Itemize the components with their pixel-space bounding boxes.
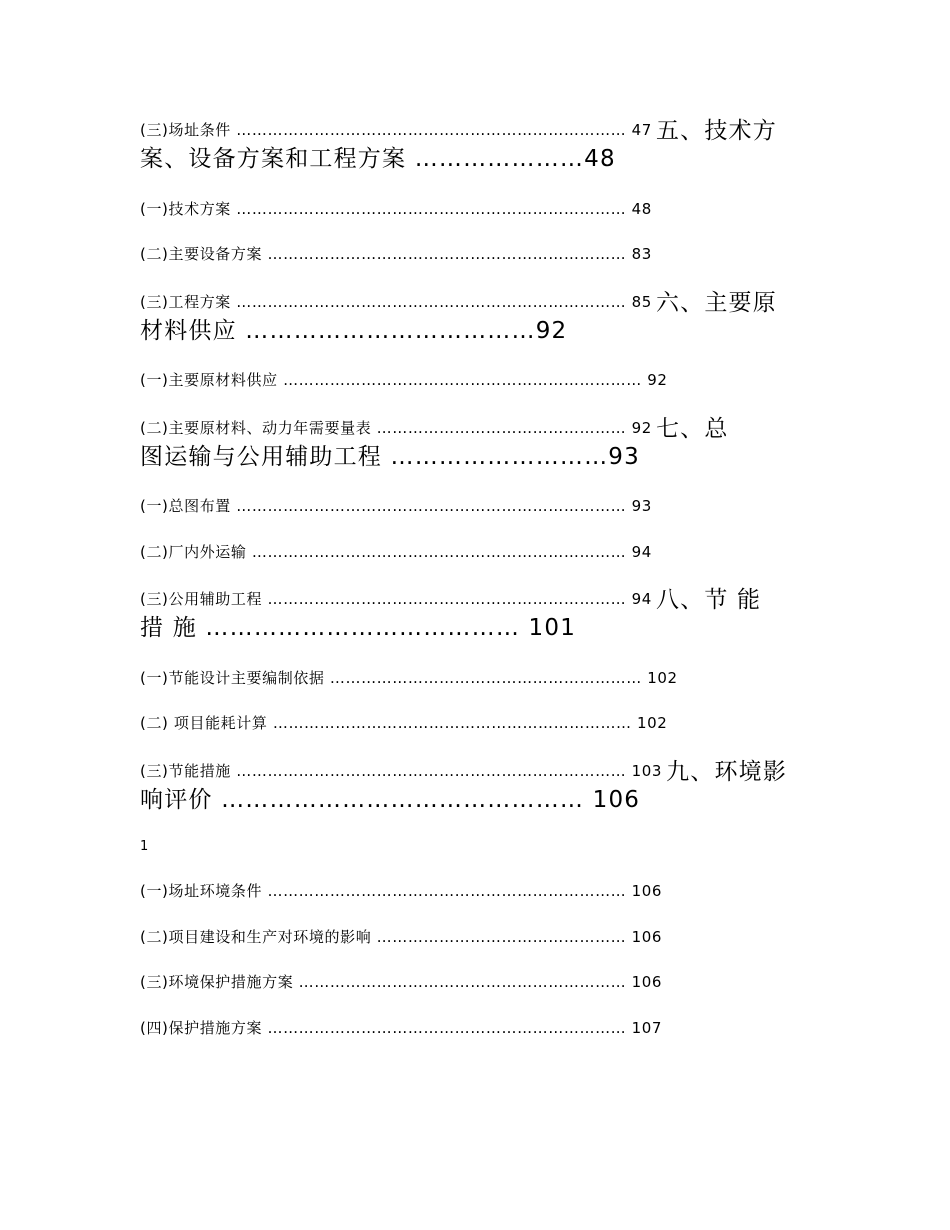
- toc-entry-materials-table[interactable]: [140, 416, 729, 442]
- toc-entry-environment-impact[interactable]: [140, 927, 662, 947]
- toc-entry-equipment-plan[interactable]: [140, 244, 652, 264]
- toc-entry-text: (三)场址条件 ………………………………………………………………… 47: [140, 121, 652, 139]
- toc-chapter-heading: 八、节 能: [655, 587, 762, 613]
- toc-chapter-8-continuation[interactable]: [140, 613, 576, 643]
- toc-entry-text: (二)主要设备方案 …………………………………………………………… 83: [140, 245, 652, 263]
- toc-chapter-text: 措 施 ………………………………… 101: [140, 615, 577, 641]
- toc-chapter-text: 响评价 ……………………………………… 106: [140, 787, 641, 813]
- toc-entry-environment-protection[interactable]: [140, 972, 662, 992]
- toc-chapter-heading: 七、总: [655, 416, 729, 442]
- toc-entry-protection-measures[interactable]: [140, 1018, 662, 1038]
- toc-entry-text: (三)公用辅助工程 …………………………………………………………… 94: [140, 590, 652, 608]
- toc-entry-text: (一)总图布置 ………………………………………………………………… 93: [140, 497, 652, 515]
- toc-chapter-7-continuation[interactable]: [140, 442, 640, 472]
- toc-entry-text: (三)节能措施 ………………………………………………………………… 103: [140, 762, 663, 780]
- page-number-text: 1: [140, 839, 149, 854]
- toc-entry-transport[interactable]: [140, 542, 652, 562]
- toc-entry-text: (一)场址环境条件 …………………………………………………………… 106: [140, 882, 663, 900]
- toc-entry-text: (三)环境保护措施方案 ……………………………………………………… 106: [140, 973, 663, 991]
- toc-chapter-text: 材料供应 ………………………………92: [140, 318, 568, 344]
- page-number: [140, 837, 149, 857]
- toc-entry-text: (二)主要原材料、动力年需要量表 ………………………………………… 92: [140, 419, 652, 437]
- toc-chapter-heading: 九、环境影: [666, 759, 788, 785]
- toc-entry-public-utilities[interactable]: [140, 587, 762, 613]
- toc-entry-text: (一)主要原材料供应 …………………………………………………………… 92: [140, 371, 668, 389]
- toc-entry-site-conditions[interactable]: [140, 118, 777, 144]
- toc-entry-text: (三)工程方案 ………………………………………………………………… 85: [140, 293, 652, 311]
- toc-entry-raw-materials[interactable]: [140, 370, 668, 390]
- toc-entry-text: (二) 项目能耗计算 …………………………………………………………… 102: [140, 714, 668, 732]
- toc-chapter-text: 图运输与公用辅助工程 ………………………93: [140, 444, 640, 470]
- toc-entry-energy-basis[interactable]: [140, 668, 678, 688]
- toc-entry-technical-plan[interactable]: [140, 199, 652, 219]
- toc-chapter-heading: 五、技术方: [655, 118, 777, 144]
- toc-entry-general-layout[interactable]: [140, 496, 652, 516]
- toc-entry-site-environment[interactable]: [140, 881, 662, 901]
- toc-entry-text: (二)项目建设和生产对环境的影响 ………………………………………… 106: [140, 928, 663, 946]
- toc-chapter-9-continuation[interactable]: [140, 785, 640, 815]
- toc-entry-text: (一)节能设计主要编制依据 …………………………………………………… 102: [140, 669, 678, 687]
- toc-entry-text: (四)保护措施方案 …………………………………………………………… 107: [140, 1019, 663, 1037]
- toc-entry-engineering-plan[interactable]: [140, 290, 777, 316]
- toc-chapter-heading: 六、主要原: [655, 290, 777, 316]
- toc-entry-text: (二)厂内外运输 ……………………………………………………………… 94: [140, 543, 652, 561]
- toc-chapter-text: 案、设备方案和工程方案 …………………48: [140, 146, 616, 172]
- toc-entry-energy-calc[interactable]: [140, 713, 667, 733]
- toc-chapter-6-continuation[interactable]: [140, 316, 567, 346]
- toc-entry-text: (一)技术方案 ………………………………………………………………… 48: [140, 200, 652, 218]
- toc-entry-energy-measures[interactable]: [140, 759, 788, 785]
- toc-chapter-5-continuation[interactable]: [140, 144, 616, 174]
